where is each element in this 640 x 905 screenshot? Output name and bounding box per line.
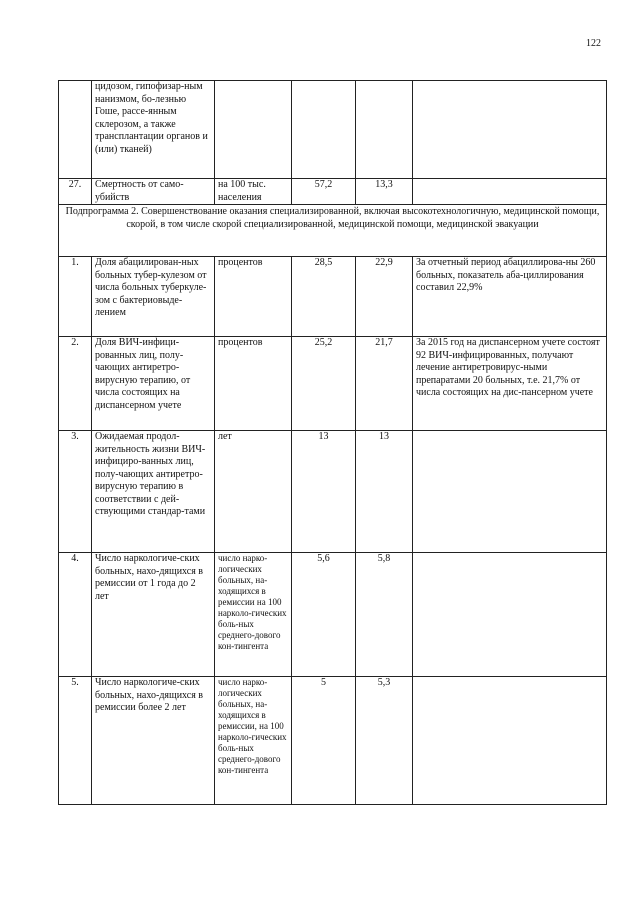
value-2015: 13,3 [356, 179, 413, 205]
value-2014: 13 [292, 431, 356, 553]
value-2015 [356, 81, 413, 179]
unit: число нарко-логических больных, на-ходящихся в ремиссии, на 100 нарколо-гических боль-ных среднего-дового кон-тингента [215, 677, 292, 805]
unit: процентов [215, 337, 292, 431]
unit: на 100 тыс. населения [215, 179, 292, 205]
section-title: Подпрограмма 2. Совершенствование оказания специализированной, включая высокотехнологичную, медицинской помощи, скорой, в том числе скорой специализированной, медицинской помощи, медицинской эвакуации [59, 205, 607, 257]
indicator-name: цидозом, гипофизар-ным нанизмом, бо-лезнью Гоше, рассе-янным склерозом, а также трансплантации органов и (или) тканей) [92, 81, 215, 179]
note [413, 179, 607, 205]
row-number: 27. [59, 179, 92, 205]
table-row [59, 257, 607, 337]
row-number: 4. [59, 553, 92, 677]
indicator-name: Доля ВИЧ-инфици-рованных лиц, полу-чающих антиретро-вирусную терапию, от числа состоящих на диспансерном учете [92, 337, 215, 431]
note [413, 81, 607, 179]
value-2014: 25,2 [292, 337, 356, 431]
note [413, 677, 607, 805]
unit: число нарко-логических больных, на-ходящихся в ремиссии на 100 нарколо-гических боль-ных среднего-дового кон-тингента [215, 553, 292, 677]
row-number: 2. [59, 337, 92, 431]
note: За 2015 год на диспансерном учете состоят 92 ВИЧ-инфицированных, получают лечение антиретровирус-ными препаратами 20 больных, т.е. 21,7% от числа состоящих на дис-пансерном учете [413, 337, 607, 431]
indicator-name: Ожидаемая продол-жительность жизни ВИЧ-инфициро-ванных лиц, полу-чающих антиретро-вирусную терапию в соответствии с дей-ствующими стандар-тами [92, 431, 215, 553]
value-2014: 5 [292, 677, 356, 805]
unit: лет [215, 431, 292, 553]
note: За отчетный период абациллирова-ны 260 больных, показатель аба-циллирования составил 22,9% [413, 257, 607, 337]
row-number [59, 81, 92, 179]
row-number: 1. [59, 257, 92, 337]
row-number: 5. [59, 677, 92, 805]
value-2015: 22,9 [356, 257, 413, 337]
indicator-name: Число наркологиче-ских больных, нахо-дящихся в ремиссии более 2 лет [92, 677, 215, 805]
value-2015: 5,8 [356, 553, 413, 677]
indicator-name: Доля абацилирован-ных больных тубер-кулезом от числа больных туберкуле-зом с бактериовыде-лением [92, 257, 215, 337]
section-row [59, 205, 607, 257]
value-2015: 5,3 [356, 677, 413, 805]
value-2015: 13 [356, 431, 413, 553]
row-number: 3. [59, 431, 92, 553]
value-2014: 28,5 [292, 257, 356, 337]
note [413, 553, 607, 677]
table-row [59, 179, 607, 205]
table-row [59, 677, 607, 805]
table-row [59, 431, 607, 553]
table-row [59, 81, 607, 179]
note [413, 431, 607, 553]
indicators-table [58, 80, 607, 805]
value-2014 [292, 81, 356, 179]
value-2015: 21,7 [356, 337, 413, 431]
indicator-name: Смертность от само-убийств [92, 179, 215, 205]
unit: процентов [215, 257, 292, 337]
table-row [59, 337, 607, 431]
value-2014: 5,6 [292, 553, 356, 677]
unit [215, 81, 292, 179]
value-2014: 57,2 [292, 179, 356, 205]
table-row [59, 553, 607, 677]
indicator-name: Число наркологиче-ских больных, нахо-дящихся в ремиссии от 1 года до 2 лет [92, 553, 215, 677]
page-number: 122 [586, 38, 601, 49]
